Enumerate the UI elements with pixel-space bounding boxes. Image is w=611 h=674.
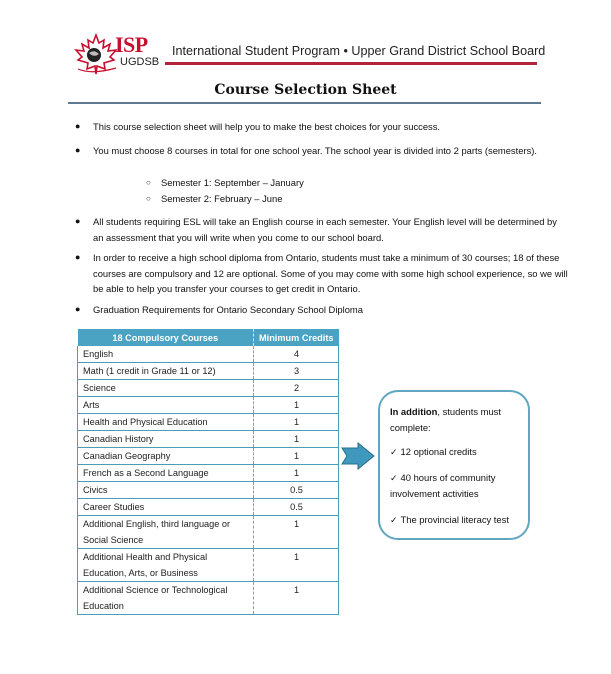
bullet-icon: ● xyxy=(75,252,81,262)
checkmark-icon: ✓ xyxy=(390,473,398,483)
table-row xyxy=(78,465,339,482)
course-name-cell: Canadian Geography xyxy=(78,448,254,465)
bullet-text: Graduation Requirements for Ontario Secondary School Diploma xyxy=(93,304,363,315)
callout-intro-bold: In addition xyxy=(390,406,438,417)
compulsory-courses-table xyxy=(77,329,339,615)
callout-item xyxy=(390,444,530,460)
table-row xyxy=(78,346,339,363)
credits-cell: 1 xyxy=(254,431,339,448)
table-row xyxy=(78,431,339,448)
callout-intro-rest: , students must complete: xyxy=(390,406,501,433)
organization-title: International Student Program • Upper Grand District School Board xyxy=(172,44,546,58)
credits-cell: 4 xyxy=(254,346,339,363)
table-row xyxy=(78,397,339,414)
logo-isp-text: ISP xyxy=(115,32,148,57)
table-row xyxy=(78,363,339,380)
bullet-icon: ● xyxy=(75,121,81,131)
column-header-courses: 18 Compulsory Courses xyxy=(78,329,254,346)
credits-cell: 1 xyxy=(254,448,339,465)
isp-ugdsb-logo xyxy=(72,33,172,75)
logo-ugdsb-text: UGDSB xyxy=(120,56,160,68)
course-name-cell: Canadian History xyxy=(78,431,254,448)
checkmark-icon: ✓ xyxy=(390,515,398,525)
callout-item xyxy=(390,470,530,502)
table-row xyxy=(78,516,339,549)
title-divider xyxy=(68,102,541,104)
credits-cell: 3 xyxy=(254,363,339,380)
semester-text: Semester 2: February – June xyxy=(161,193,283,204)
bullet-icon: ● xyxy=(75,216,81,226)
bullet-icon: ● xyxy=(75,145,81,155)
page-title: Course Selection Sheet xyxy=(214,82,397,98)
additional-requirements-callout xyxy=(378,390,530,540)
circle-bullet-icon: ○ xyxy=(146,178,151,187)
course-name-cell: Math (1 credit in Grade 11 or 12) xyxy=(78,363,254,380)
course-name-cell: Additional Science or Technological Education xyxy=(78,582,254,615)
checkmark-icon: ✓ xyxy=(390,447,398,457)
table-header-row xyxy=(78,329,339,346)
credits-cell: 1 xyxy=(254,465,339,482)
circle-bullet-icon: ○ xyxy=(146,194,151,203)
table-row xyxy=(78,582,339,615)
credits-cell: 0.5 xyxy=(254,482,339,499)
callout-item xyxy=(390,512,530,528)
callout-item-text: The provincial literacy test xyxy=(400,514,509,525)
credits-cell: 2 xyxy=(254,380,339,397)
credits-cell: 1 xyxy=(254,397,339,414)
callout-item-text: 40 hours of community involvement activities xyxy=(390,472,496,499)
column-header-credits: Minimum Credits xyxy=(254,329,339,346)
callout-item-text: 12 optional credits xyxy=(400,446,477,457)
course-name-cell: Science xyxy=(78,380,254,397)
semester-text: Semester 1: September – January xyxy=(161,177,304,188)
bullet-text: All students requiring ESL will take an English course in each semester. Your English level will be determined by an assessment that you will write when you come to our school board. xyxy=(93,216,557,243)
course-name-cell: Additional Health and Physical Education, Arts, or Business xyxy=(78,549,254,582)
table-row xyxy=(78,414,339,431)
course-name-cell: Arts xyxy=(78,397,254,414)
table-row xyxy=(78,499,339,516)
bullet-text: You must choose 8 courses in total for one school year. The school year is divided into 2 parts (semesters). xyxy=(93,145,537,156)
callout-intro xyxy=(390,404,525,436)
bullet-icon: ● xyxy=(75,304,81,314)
course-name-cell: Civics xyxy=(78,482,254,499)
course-name-cell: Career Studies xyxy=(78,499,254,516)
table-row xyxy=(78,380,339,397)
credits-cell: 1 xyxy=(254,549,339,582)
table-row xyxy=(78,549,339,582)
bullet-text: This course selection sheet will help you to make the best choices for your success. xyxy=(93,121,441,132)
credits-cell: 1 xyxy=(254,516,339,549)
course-name-cell: French as a Second Language xyxy=(78,465,254,482)
header-divider xyxy=(165,62,537,65)
course-name-cell: Health and Physical Education xyxy=(78,414,254,431)
bullet-text: In order to receive a high school diploma from Ontario, students must take a minimum of 30 courses; 18 of these courses are compulsory and 12 are optional. Some of you may come with some high school experience, so we will be able to help you transfer your courses to get credit in Ontario. xyxy=(93,252,568,294)
maple-leaf-icon xyxy=(72,33,120,75)
course-name-cell: Additional English, third language or Social Science xyxy=(78,516,254,549)
course-name-cell: English xyxy=(78,346,254,363)
credits-cell: 1 xyxy=(254,582,339,615)
table-row xyxy=(78,448,339,465)
right-arrow-icon xyxy=(340,442,376,470)
credits-cell: 1 xyxy=(254,414,339,431)
credits-cell: 0.5 xyxy=(254,499,339,516)
table-row xyxy=(78,482,339,499)
